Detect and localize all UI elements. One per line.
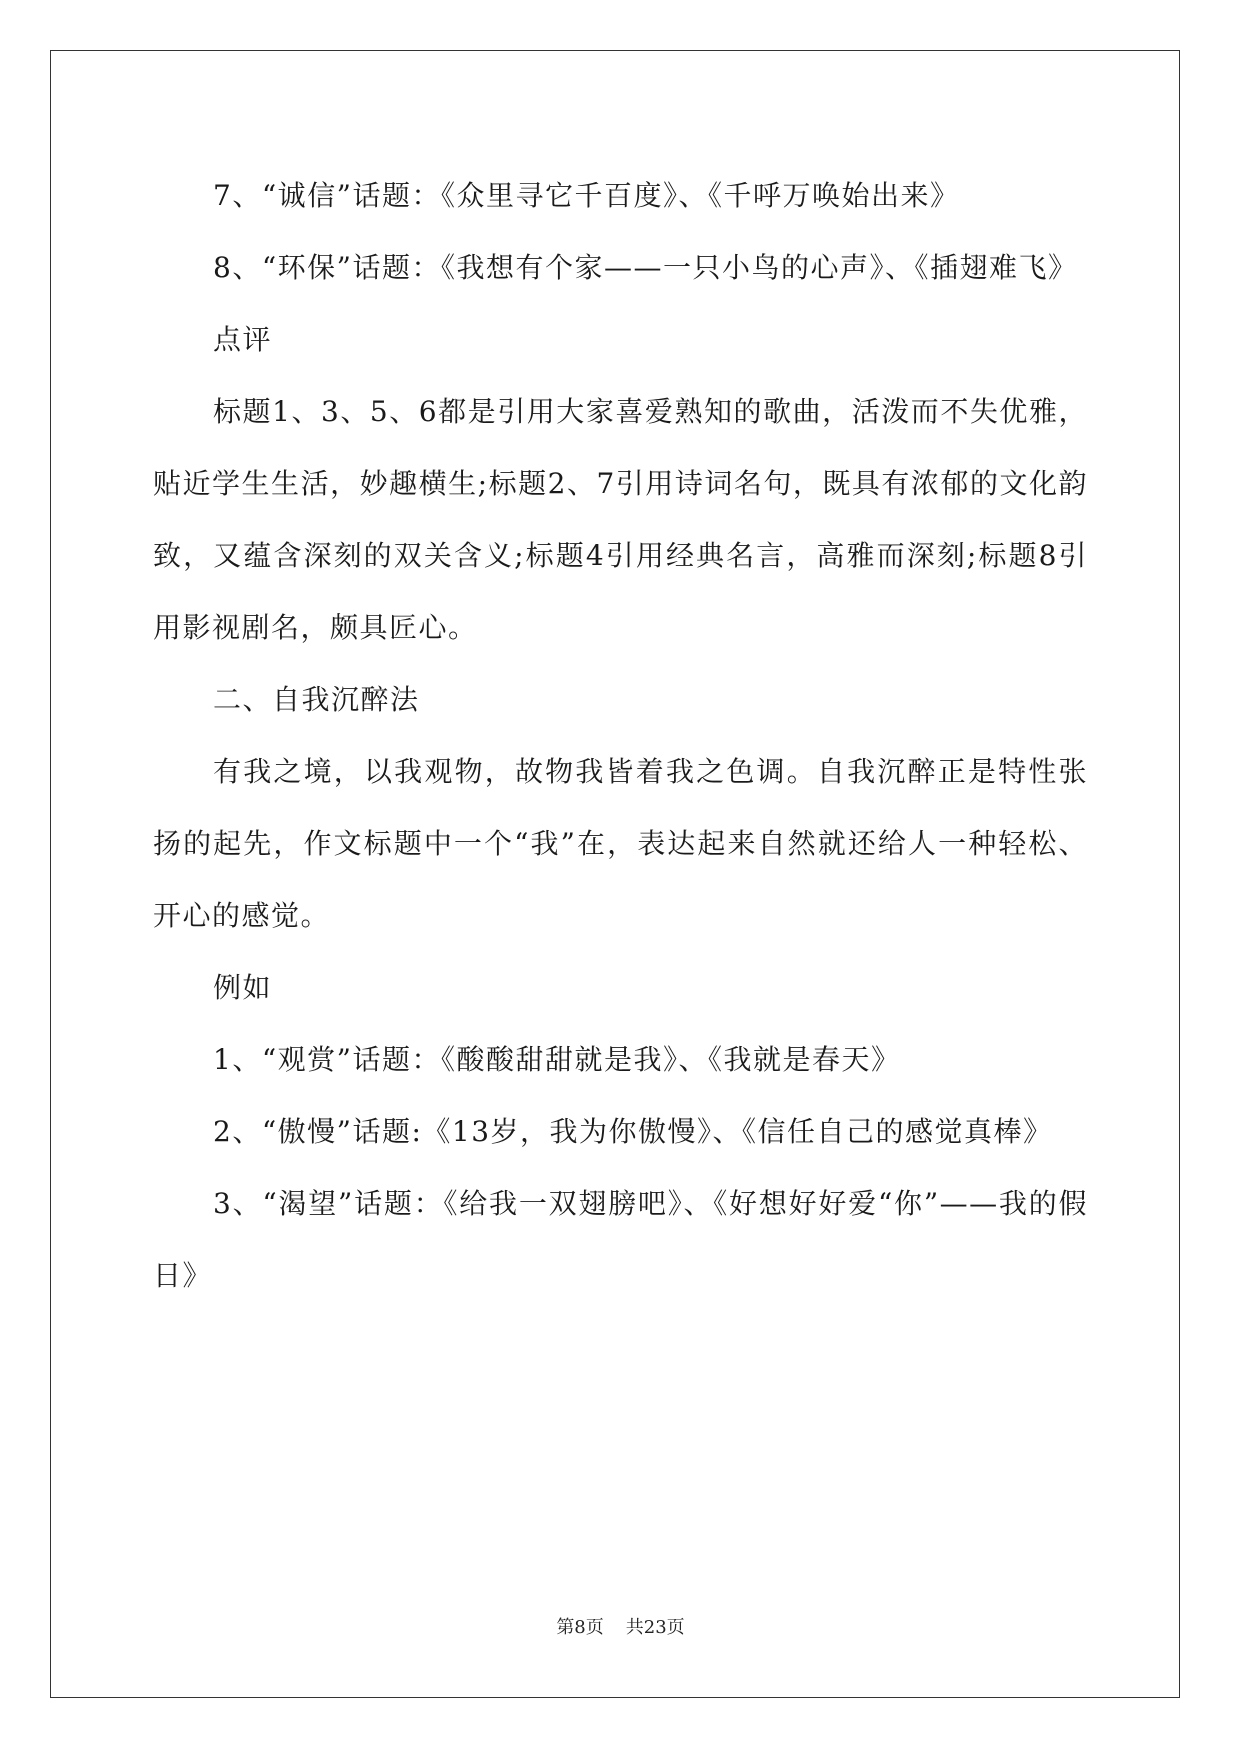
paragraph-examples-heading: 例如 <box>213 971 273 1004</box>
paragraph-pride-titles: 2、“傲慢”话题:《13岁，我为你傲慢》、《信任自己的感觉真棒》 <box>213 1115 1053 1148</box>
page-total: 共23页 <box>625 1617 685 1638</box>
paragraph-environment-titles: 8、“环保”话题：《我想有个家——一只小鸟的心声》、《插翅难飞》 <box>213 251 1078 284</box>
paragraph-self-immersion-body: 有我之境，以我观物，故物我皆着我之色调。自我沉醉正是特性张扬的起先，作文标题中一个“我”在，表达起来自然就还给人一种轻松、开心的感觉。 <box>153 755 1088 932</box>
page-number: 第8页 <box>556 1617 604 1638</box>
paragraph-comment-body: 标题1、3、5、6都是引用大家喜爱熟知的歌曲，活泼而不失优雅，贴近学生生活，妙趣横生;标题2、7引用诗词名句，既具有浓郁的文化韵致，又蕴含深刻的双关含义;标题4引用经典名言，高雅而深刻;标题8引用影视剧名，颇具匠心。 <box>153 395 1088 644</box>
section-heading-self-immersion: 二、自我沉醉法 <box>213 683 420 716</box>
page-footer <box>0 1616 1241 1640</box>
paragraph-appreciation-titles: 1、“观赏”话题：《酸酸甜甜就是我》、《我就是春天》 <box>213 1043 901 1076</box>
document-body <box>153 160 1088 1312</box>
paragraph-longing-titles: 3、“渴望”话题：《给我一双翅膀吧》、《好想好好爱“你”——我的假日》 <box>153 1187 1088 1292</box>
paragraph-comment-heading: 点评 <box>213 323 273 356</box>
paragraph-integrity-titles: 7、“诚信”话题：《众里寻它千百度》、《千呼万唤始出来》 <box>213 179 960 212</box>
